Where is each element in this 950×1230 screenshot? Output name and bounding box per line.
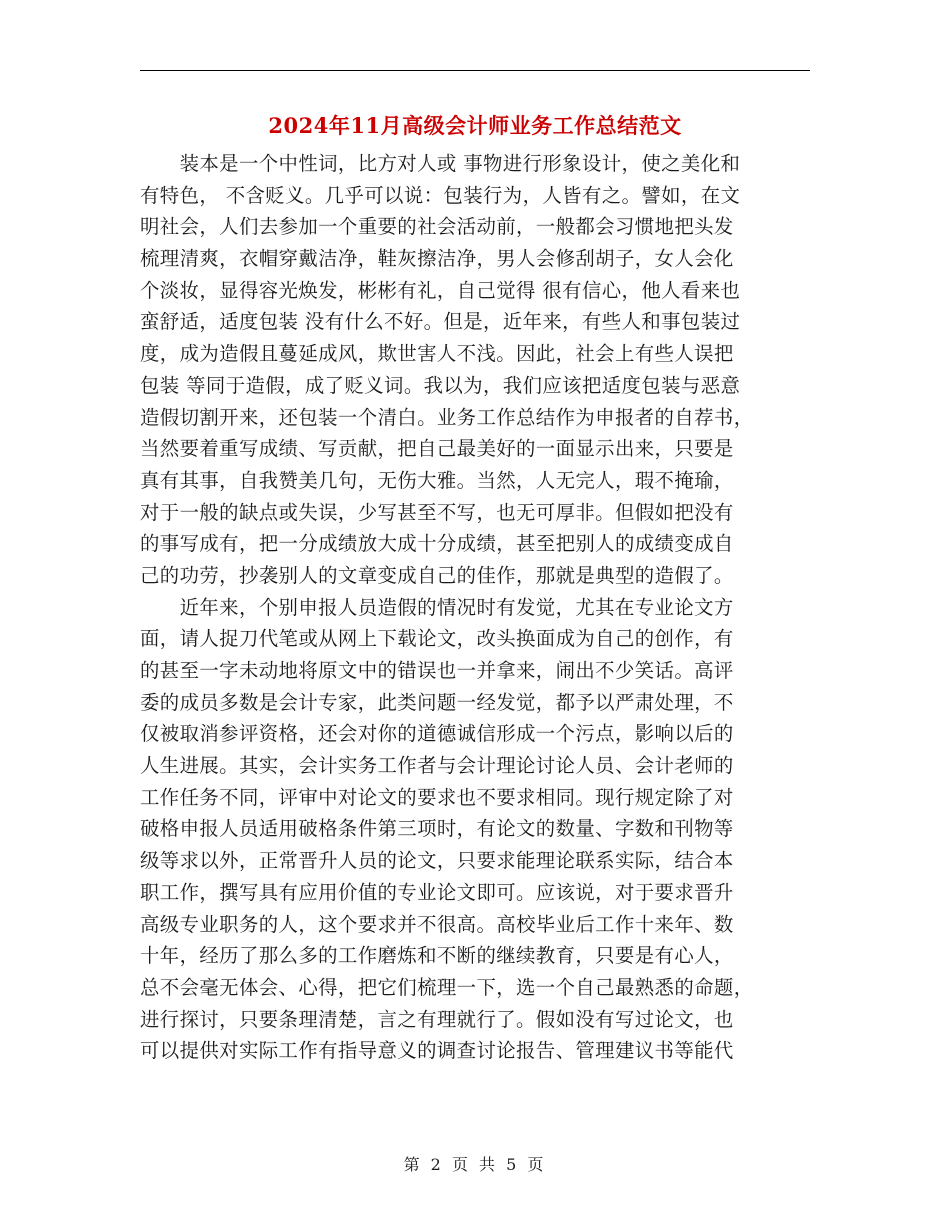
text-line: 梳理清爽，衣帽穿戴洁净，鞋灰擦洁净，男人会修刮胡子，女人会化 bbox=[140, 247, 734, 271]
text-line: 己的功劳，抄袭别人的文章变成自己的佳作，那就是典型的造假了。 bbox=[140, 563, 734, 587]
text-line: 级等求以外，正常晋升人员的论文，只要求能理论联系实际，结合本 bbox=[140, 849, 734, 873]
text-line: 破格申报人员适用破格条件第三项时，有论文的数量、字数和刊物等 bbox=[140, 817, 734, 841]
text-line: 可以提供对实际工作有指导意义的调查讨论报告、管理建议书等能代 bbox=[140, 1039, 734, 1063]
text-line: 当然要着重写成绩、写贡献，把自己最美好的一面显示出来，只要是 bbox=[140, 437, 734, 461]
text-line: 仅被取消参评资格，还会对你的道德诚信形成一个污点，影响以后的 bbox=[140, 722, 734, 746]
header-rule bbox=[140, 70, 810, 71]
text-line: 蛮舒适，适度包装 没有什么不好。但是，近年来，有些人和事包装过 bbox=[140, 310, 741, 334]
text-line: 委的成员多数是会计专家，此类问题一经发觉，都予以严肃处理，不 bbox=[140, 690, 734, 714]
text-line: 真有其事，自我赞美几句，无伤大雅。当然，人无完人，瑕不掩瑜， bbox=[140, 468, 734, 492]
text-line: 装本是一个中性词，比方对人或 事物进行形象设计，使之美化和 bbox=[140, 152, 741, 175]
text-line: 包装 等同于造假，成了贬义词。我以为，我们应该把适度包装与恶意 bbox=[140, 373, 741, 397]
body-text bbox=[140, 148, 810, 1067]
text-line: 十年，经历了那么多的工作磨炼和不断的继续教育，只要是有心人， bbox=[140, 944, 734, 968]
text-line: 人生进展。其实，会计实务工作者与会计理论讨论人员、会计老师的 bbox=[140, 754, 734, 778]
text-line: 总不会毫无体会、心得，把它们梳理一下，选一个自己最熟悉的命题， bbox=[140, 975, 754, 999]
document-title: 2024年11月高级会计师业务工作总结范文 bbox=[268, 113, 682, 138]
text-line: 职工作，撰写具有应用价值的专业论文即可。应该说，对于要求晋升 bbox=[140, 880, 734, 904]
text-line: 有特色， 不含贬义。几乎可以说：包装行为，人皆有之。譬如，在文 bbox=[140, 183, 741, 207]
page-footer: 第 2 页 共 5 页 bbox=[403, 1155, 547, 1174]
text-line: 近年来，个别申报人员造假的情况时有发觉，尤其在专业论文方 bbox=[140, 595, 734, 619]
text-line: 的甚至一字未动地将原文中的错误也一并拿来，闹出不少笑话。高评 bbox=[140, 659, 734, 682]
text-line: 对于一般的缺点或失误，少写甚至不写，也无可厚非。但假如把没有 bbox=[140, 500, 734, 524]
text-line: 造假切割开来，还包装一个清白。业务工作总结作为申报者的自荐书， bbox=[140, 405, 754, 429]
text-line: 的事写成有，把一分成绩放大成十分成绩，甚至把别人的成绩变成自 bbox=[140, 532, 734, 556]
text-line: 面，请人捉刀代笔或从网上下载论文，改头换面成为自己的创作，有 bbox=[140, 627, 734, 651]
text-line: 个淡妆，显得容光焕发，彬彬有礼，自己觉得 很有信心，他人看来也 bbox=[140, 278, 741, 302]
text-line: 工作任务不同，评审中对论文的要求也不要求相同。现行规定除了对 bbox=[140, 785, 734, 809]
text-line: 度，成为造假且蔓延成风，欺世害人不浅。因此，社会上有些人误把 bbox=[140, 342, 734, 366]
text-line: 进行探讨，只要条理清楚，言之有理就行了。假如没有写过论文，也 bbox=[140, 1007, 734, 1031]
text-line: 高级专业职务的人，这个要求并不很高。高校毕业后工作十来年、数 bbox=[140, 912, 734, 936]
text-line: 明社会，人们去参加一个重要的社会活动前，一般都会习惯地把头发 bbox=[140, 215, 734, 239]
